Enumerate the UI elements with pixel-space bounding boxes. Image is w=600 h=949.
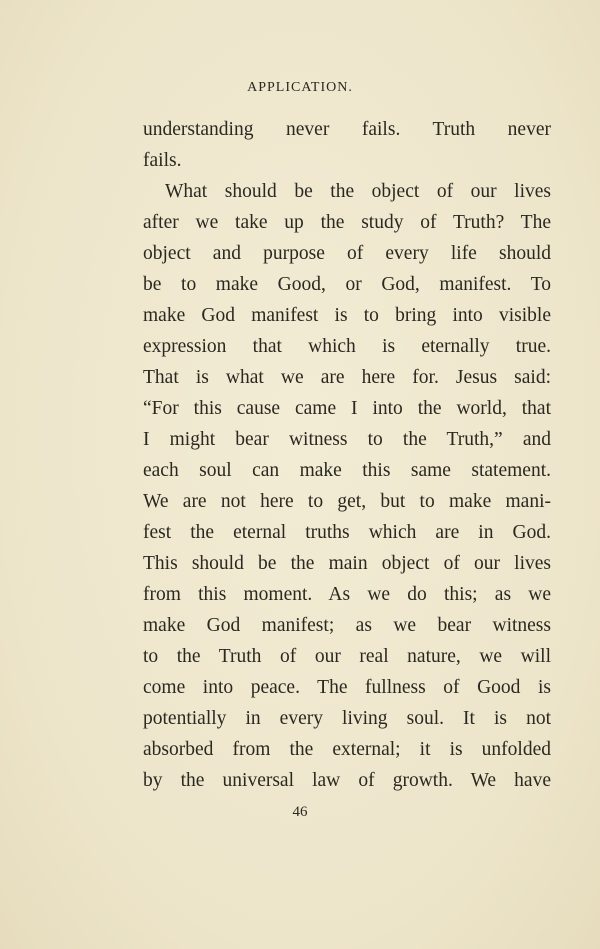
text-line: We are not here to get, but to make mani- [143, 491, 551, 512]
text-line: “For this cause came I into the world, that [143, 398, 551, 419]
text-line: after we take up the study of Truth? The [143, 212, 551, 233]
page-number: 46 [292, 804, 308, 820]
text-line: object and purpose of every life should [143, 243, 551, 264]
text-line: expression that which is eternally true. [143, 336, 551, 357]
text-line: make God manifest; as we bear witness [143, 615, 551, 636]
text-line: fails. [143, 150, 182, 171]
text-line: fest the eternal truths which are in God. [143, 522, 551, 543]
text-line: This should be the main object of our lives [143, 553, 551, 574]
text-line: I might bear witness to the Truth,” and [143, 429, 551, 450]
text-line: come into peace. The fullness of Good is [143, 677, 551, 698]
body-text [143, 114, 551, 796]
text-line: That is what we are here for. Jesus said: [143, 367, 551, 388]
text-line: understanding never fails. Truth never [143, 119, 551, 140]
text-line: each soul can make this same statement. [143, 460, 551, 481]
text-line: from this moment. As we do this; as we [143, 584, 551, 605]
text-line: be to make Good, or God, manifest. To [143, 274, 551, 295]
text-line: potentially in every living soul. It is not [143, 708, 551, 729]
text-line: absorbed from the external; it is unfolded [143, 739, 551, 760]
running-header: APPLICATION. [247, 80, 353, 95]
text-line: What should be the object of our lives [165, 181, 551, 202]
text-line: to the Truth of our real nature, we will [143, 646, 551, 667]
text-line: make God manifest is to bring into visible [143, 305, 551, 326]
text-line: by the universal law of growth. We have [143, 770, 551, 791]
